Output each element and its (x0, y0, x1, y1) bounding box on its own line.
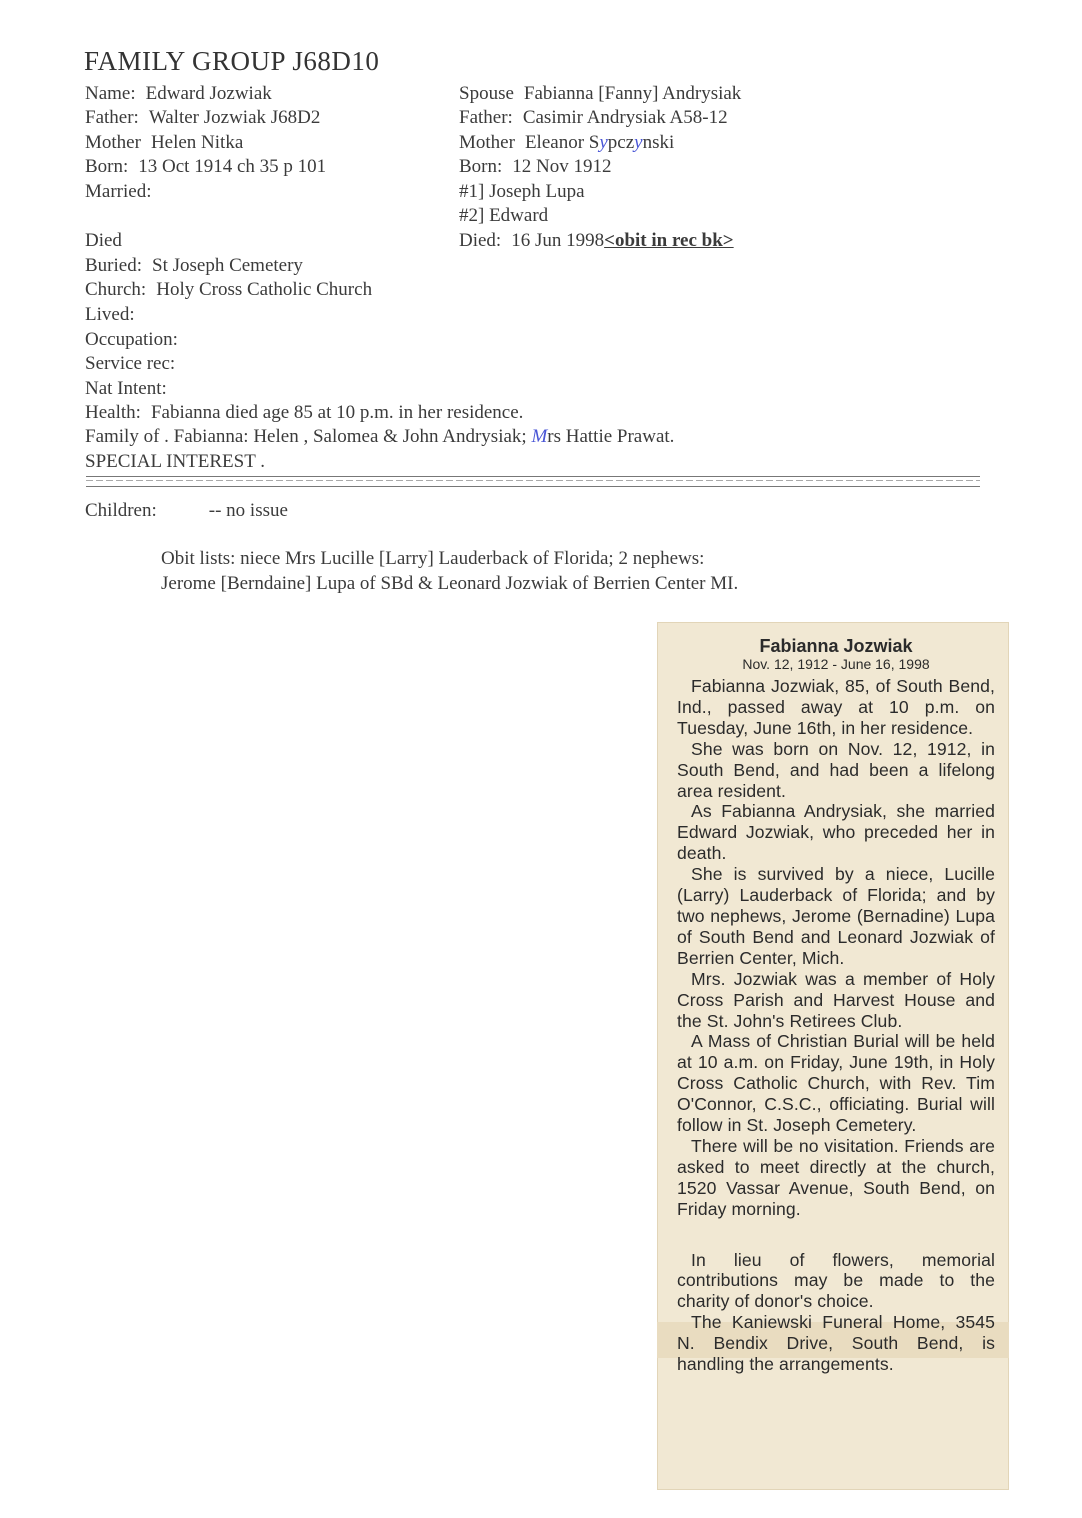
father-row (85, 107, 320, 129)
spouse-died-label: Died: (459, 230, 502, 251)
clipping-paragraph: The Kaniewski Funeral Home, 3545 N. Bendix Drive, South Bend, is handling the arrangements. (677, 1312, 995, 1375)
mother-name-part: pcz (607, 132, 635, 153)
occupation-row (85, 329, 178, 351)
obit-reference: <obit in rec bk> (604, 230, 734, 251)
spouse-died-value: 16 Jun 1998 (511, 230, 605, 251)
born-value: 13 Oct 1914 ch 35 p 101 (138, 156, 327, 177)
born-label: Born: (85, 156, 129, 177)
nat-label: Nat Intent: (85, 378, 167, 399)
marriage-2: #2] Edward (459, 205, 549, 226)
spouse-label: Spouse (459, 83, 514, 104)
clipping-paragraph: In lieu of flowers, memorial contributions may be made to the charity of donor's choice. (677, 1249, 995, 1312)
spouse-mother-row (459, 132, 674, 154)
spouse-born-row (459, 156, 612, 178)
born-row (85, 156, 326, 178)
died-row (85, 230, 122, 252)
clipping-paragraph: A Mass of Christian Burial will be held at 10 a.m. on Friday, June 19th, in Holy Cross Catholic Church, with Rev. Tim O'Connor, C.S.C., officiating. Burial will follow in St. Joseph Cemetery. (677, 1031, 995, 1136)
children-label: Children: (85, 500, 157, 521)
health-label: Health: (85, 402, 141, 423)
occupation-label: Occupation: (85, 329, 178, 350)
family-row (85, 426, 674, 448)
father-label: Father: (85, 107, 139, 128)
children-row (85, 500, 288, 522)
marriage-1: #1] Joseph Lupa (459, 181, 585, 202)
clipping-title: Fabianna Jozwiak (759, 636, 913, 656)
clipping-paragraph: She is survived by a niece, Lucille (Larry) Lauderback of Florida; and by two nephews, Jerome (Bernadine) Lupa of South Bend and Leonard Jozwiak of Berrien Center, Mich. (677, 864, 995, 968)
mother-value: Helen Nitka (150, 132, 244, 153)
health-value: Fabianna died age 85 at 10 p.m. in her residence. (150, 402, 524, 423)
special-interest: SPECIAL INTEREST . (85, 451, 265, 472)
clipping-paragraph: Mrs. Jozwiak was a member of Holy Cross Parish and Harvest House and the St. John's Retirees Club. (677, 968, 995, 1031)
mother-name-part: nski (642, 132, 675, 153)
church-value: Holy Cross Catholic Church (156, 279, 373, 300)
mother-label: Mother (85, 132, 141, 153)
clipping-dates: Nov. 12, 1912 - June 16, 1998 (742, 656, 930, 672)
page-title: FAMILY GROUP J68D10 (84, 46, 380, 76)
separator-line (86, 476, 980, 487)
spouse-born-label: Born: (459, 156, 503, 177)
spouse-mother-label: Mother (459, 132, 515, 153)
married-row (85, 181, 151, 203)
children-value: -- no issue (208, 500, 288, 521)
clipping-paragraph: As Fabianna Andrysiak, she married Edward Jozwiak, who preceded her in death. (677, 801, 995, 864)
clipping-paragraph: She was born on Nov. 12, 1912, in South Bend, and had been a lifelong area resident. (677, 738, 995, 801)
service-label: Service rec: (85, 353, 176, 374)
obit-lists-line-2: Jerome [Berndaine] Lupa of SBd & Leonard Jozwiak of Berrien Center MI. (161, 573, 739, 594)
spouse-mother-value (525, 132, 674, 153)
name-row (85, 83, 272, 105)
spouse-father-value: Casimir Andrysiak A58-12 (522, 107, 728, 128)
clipping-body (677, 636, 995, 1375)
family-text: rs Hattie Prawat. (547, 426, 675, 447)
nat-row (85, 378, 167, 400)
handwritten-correction: M (531, 426, 548, 447)
died-label: Died (85, 230, 122, 251)
name-value: Edward Jozwiak (145, 83, 272, 104)
buried-label: Buried: (85, 255, 142, 276)
mother-row (85, 132, 243, 154)
name-label: Name: (85, 83, 136, 104)
spouse-value: Fabianna [Fanny] Andrysiak (523, 83, 742, 104)
buried-value: St Joseph Cemetery (152, 255, 303, 276)
buried-row (85, 255, 303, 277)
father-value: Walter Jozwiak J68D2 (148, 107, 321, 128)
spouse-born-value: 12 Nov 1912 (512, 156, 612, 177)
service-row (85, 353, 175, 375)
spouse-died-row (459, 230, 734, 252)
spouse-father-label: Father: (459, 107, 513, 128)
health-row (85, 402, 523, 424)
clipping-paragraph: There will be no visitation. Friends are asked to meet directly at the church, 1520 Vassar Avenue, South Bend, on Friday morning. (677, 1135, 995, 1219)
mother-name-part: Eleanor S (524, 132, 600, 153)
lived-label: Lived: (85, 304, 135, 325)
spouse-row (459, 83, 741, 105)
lived-row (85, 304, 135, 326)
obituary-clipping (657, 622, 1009, 1490)
spouse-father-row (459, 107, 728, 129)
handwritten-correction: y (634, 132, 643, 153)
church-row (85, 279, 372, 301)
married-label: Married: (85, 181, 152, 202)
clipping-paragraph: Fabianna Jozwiak, 85, of South Bend, Ind., passed away at 10 p.m. on Tuesday, June 16th, in her residence. (677, 676, 995, 738)
church-label: Church: (85, 279, 147, 300)
handwritten-correction: y (599, 132, 608, 153)
obit-lists-line-1: Obit lists: niece Mrs Lucille [Larry] Lauderback of Florida; 2 nephews: (161, 548, 705, 569)
family-text: Family of . Fabianna: Helen , Salomea & John Andrysiak; (85, 426, 532, 447)
